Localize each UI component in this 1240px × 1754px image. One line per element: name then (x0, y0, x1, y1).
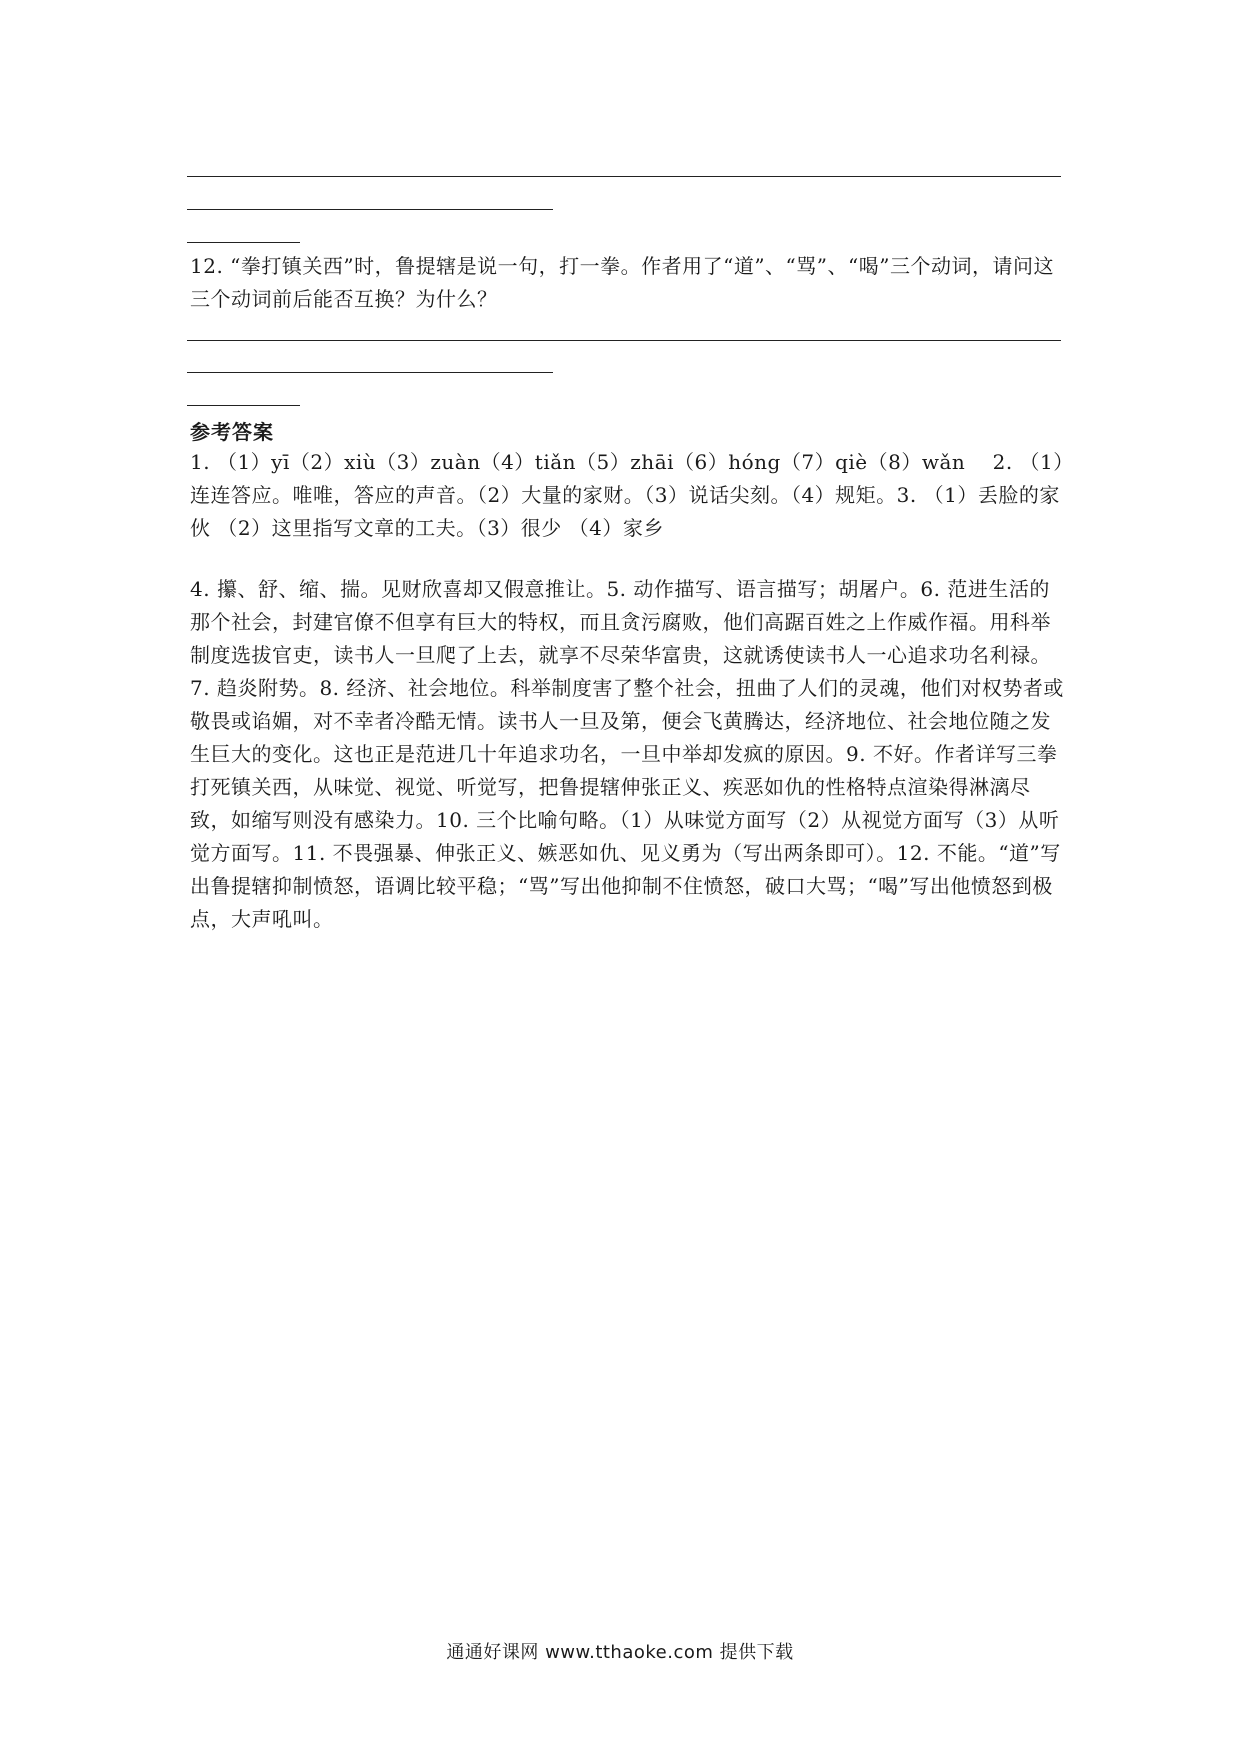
answers-paragraph-2 (190, 573, 1070, 936)
answer-line (187, 242, 300, 243)
answers-heading: 参考答案 (190, 420, 274, 444)
answers-text-2: 4. 攥、舒、缩、揣。见财欣喜却又假意推让。5. 动作描写、语言描写；胡屠户。6. 范进生活的那个社会，封建官僚不但享有巨大的特权，而且贪污腐败，他们高踞百姓之上作威作福。用科举制度选拔官吏，读书人一旦爬了上去，就享不尽荣华富贵，这就诱使读书人一心追求功名利禄。7. 趋炎附势。8. 经济、社会地位。科举制度害了整个社会，扭曲了人们的灵魂，他们对权势者或敬畏或谄媚，对不幸者冷酷无情。读书人一旦及第，便会飞黄腾达，经济地位、社会地位随之发生巨大的变化。这也正是范进几十年追求功名，一旦中举却发疯的原因。9. 不好。作者详写三拳打死镇关西，从味觉、视觉、听觉写，把鲁提辖伸张正义、疾恶如仇的性格特点渲染得淋漓尽致，如缩写则没有感染力。10. 三个比喻句略。（1）从味觉方面写（2）从视觉方面写（3）从听觉方面写。11. 不畏强暴、伸张正义、嫉恶如仇、见义勇为（写出两条即可）。12. 不能。“道”写出鲁提辖抑制愤怒，语调比较平稳；“骂”写出他抑制不住愤怒，破口大骂；“喝”写出他愤怒到极点，大声吼叫。 (190, 577, 1064, 931)
answer-line (187, 340, 1061, 341)
page-footer: 通通好课网 www.tthaoke.com 提供下载 (446, 1642, 794, 1663)
answers-text-1: 1. （1）yī（2）xiù（3）zuàn（4）tiǎn（5）zhāi（6）hóng（7）qiè（8）wǎn 2. （1）连连答应。唯唯，答应的声音。（2）大量的家财。（3）说话尖刻。（4）规矩。3. （1）丢脸的家伙 （2）这里指写文章的工夫。（3）很少 （4）家乡 (190, 450, 1064, 540)
question-12-text: 12. “拳打镇关西”时，鲁提辖是说一句，打一拳。作者用了“道”、“骂”、“喝”三个动词，请问这三个动词前后能否互换？为什么？ (190, 254, 1054, 311)
answer-line (187, 372, 553, 373)
question-12 (190, 250, 1070, 316)
answer-line (187, 405, 300, 406)
answers-paragraph-1 (190, 446, 1070, 545)
answer-line (187, 209, 553, 210)
answer-line (187, 176, 1061, 177)
